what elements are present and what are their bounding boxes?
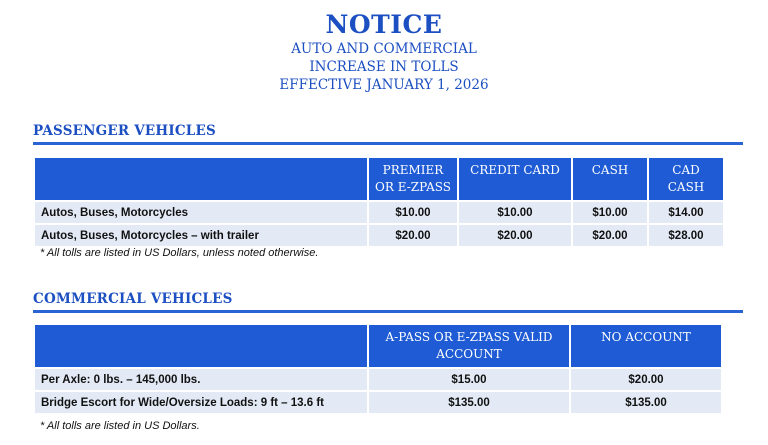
passenger-col-header: PREMIER OR E-ZPASS xyxy=(369,158,457,200)
notice-subtitle-line1: AUTO AND COMMERCIAL xyxy=(291,41,477,57)
notice-subtitle-line3: EFFECTIVE JANUARY 1, 2026 xyxy=(279,77,489,93)
passenger-footnote: * All tolls are listed in US Dollars, unless noted otherwise. xyxy=(40,247,319,259)
notice-header xyxy=(0,10,768,94)
toll-value: $10.00 xyxy=(573,202,647,223)
toll-value: $135.00 xyxy=(571,392,721,413)
toll-value: $20.00 xyxy=(369,225,457,246)
passenger-col-header: CASH xyxy=(573,158,647,200)
toll-value: $20.00 xyxy=(573,225,647,246)
toll-value: $10.00 xyxy=(369,202,457,223)
toll-value: $28.00 xyxy=(649,225,723,246)
commercial-toll-table xyxy=(33,323,723,415)
commercial-section-rule xyxy=(33,310,743,313)
passenger-header-blank xyxy=(35,158,367,200)
toll-value: $20.00 xyxy=(571,369,721,390)
toll-value: $14.00 xyxy=(649,202,723,223)
row-label: Autos, Buses, Motorcycles xyxy=(35,202,367,223)
table-row xyxy=(35,202,723,223)
passenger-col-header: CAD CASH xyxy=(649,158,723,200)
table-row xyxy=(35,392,721,413)
commercial-header-blank xyxy=(35,325,367,367)
passenger-toll-table xyxy=(33,156,725,248)
passenger-table-header-row xyxy=(35,158,723,200)
commercial-table-header-row xyxy=(35,325,721,367)
commercial-section-title: COMMERCIAL VEHICLES xyxy=(33,291,233,307)
table-row xyxy=(35,369,721,390)
passenger-section-title: PASSENGER VEHICLES xyxy=(33,123,216,139)
commercial-footnote: * All tolls are listed in US Dollars. xyxy=(40,420,200,432)
toll-value: $15.00 xyxy=(369,369,569,390)
notice-title: NOTICE xyxy=(325,10,443,39)
toll-value: $135.00 xyxy=(369,392,569,413)
row-label: Autos, Buses, Motorcycles – with trailer xyxy=(35,225,367,246)
table-row xyxy=(35,225,723,246)
passenger-section-rule xyxy=(33,142,743,145)
commercial-col-header: NO ACCOUNT xyxy=(571,325,721,367)
row-label: Per Axle: 0 lbs. – 145,000 lbs. xyxy=(35,369,367,390)
toll-value: $10.00 xyxy=(459,202,571,223)
row-label: Bridge Escort for Wide/Oversize Loads: 9 ft – 13.6 ft xyxy=(35,392,367,413)
toll-value: $20.00 xyxy=(459,225,571,246)
notice-subtitle-line2: INCREASE IN TOLLS xyxy=(309,59,459,75)
passenger-col-header: CREDIT CARD xyxy=(459,158,571,200)
commercial-col-header: A-PASS OR E-ZPASS VALID ACCOUNT xyxy=(369,325,569,367)
